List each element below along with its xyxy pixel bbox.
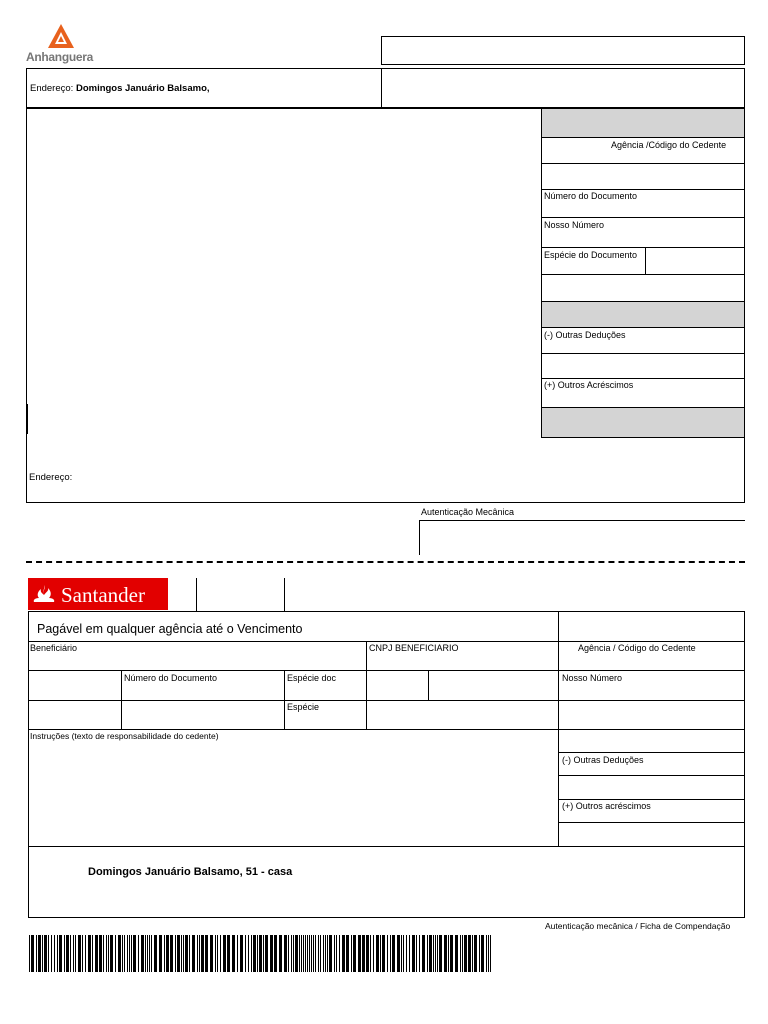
barcode-bar xyxy=(237,935,238,972)
barcode-bar xyxy=(422,935,425,972)
payer-address: Domingos Januário Balsamo, 51 - casa xyxy=(88,866,293,878)
top-doc-type-label: Espécie do Documento xyxy=(544,250,638,260)
barcode-bar xyxy=(215,935,216,972)
top-address-label: Endereço: xyxy=(30,83,74,94)
santander-bank-name: Santander xyxy=(61,583,145,607)
barcode-bar xyxy=(439,935,442,972)
barcode-bar xyxy=(433,935,434,972)
barcode-bar xyxy=(450,935,453,972)
barcode-bar xyxy=(95,935,98,972)
instructions-label: Instruções (texto de responsabilidade do cedente) xyxy=(30,731,219,741)
barcode-bar xyxy=(346,935,349,972)
barcode-bar xyxy=(59,935,62,972)
cnpj-label: CNPJ BENEFICIARIO xyxy=(369,643,459,653)
payable-label: Pagável em qualquer agência até o Vencimento xyxy=(37,622,303,636)
barcode-bar xyxy=(474,935,477,972)
barcode-bar xyxy=(133,935,136,972)
barcode-bar xyxy=(325,935,326,972)
barcode-bar xyxy=(159,935,162,972)
barcode-bar xyxy=(115,935,116,972)
kind-label: Espécie xyxy=(287,702,320,712)
top-header-box xyxy=(381,36,745,65)
barcode-bar xyxy=(220,935,221,972)
barcode-bar xyxy=(232,935,235,972)
top-right-header-box xyxy=(381,68,745,108)
barcode-bar xyxy=(315,935,316,972)
barcode-bar xyxy=(382,935,385,972)
barcode-bar xyxy=(462,935,463,972)
barcode-bar xyxy=(73,935,74,972)
bottom-other-additions-label: (+) Outros acréscimos xyxy=(562,801,651,811)
barcode-bar xyxy=(329,935,332,972)
top-address-box xyxy=(26,68,382,108)
barcode xyxy=(29,935,494,972)
barcode-bar xyxy=(444,935,447,972)
barcode-bar xyxy=(437,935,438,972)
barcode-bar xyxy=(409,935,410,972)
anhanguera-logo xyxy=(26,24,96,66)
barcode-bar xyxy=(376,935,379,972)
barcode-bar xyxy=(481,935,484,972)
barcode-bar xyxy=(313,935,314,972)
barcode-bar xyxy=(479,935,480,972)
barcode-bar xyxy=(366,935,369,972)
barcode-bar xyxy=(149,935,150,972)
barcode-bar xyxy=(103,935,104,972)
barcode-bar xyxy=(293,935,294,972)
barcode-bar xyxy=(245,935,246,972)
barcode-bar xyxy=(303,935,304,972)
barcode-bar xyxy=(106,935,107,972)
barcode-bar xyxy=(170,935,173,972)
barcode-bar xyxy=(353,935,356,972)
barcode-bar xyxy=(75,935,76,972)
barcode-bar xyxy=(251,935,252,972)
bottom-agency-code-label: Agência / Código do Cedente xyxy=(578,643,696,653)
barcode-bar xyxy=(392,935,395,972)
barcode-bar xyxy=(70,935,71,972)
barcode-bar xyxy=(259,935,262,972)
barcode-bar xyxy=(124,935,125,972)
barcode-bar xyxy=(151,935,152,972)
anhanguera-triangle-icon xyxy=(48,24,74,48)
barcode-bar xyxy=(154,935,157,972)
barcode-bar xyxy=(240,935,243,972)
barcode-bar xyxy=(189,935,190,972)
barcode-bar xyxy=(175,935,176,972)
barcode-bar xyxy=(370,935,371,972)
barcode-bar xyxy=(108,935,109,972)
barcode-bar xyxy=(42,935,43,972)
barcode-bar xyxy=(118,935,121,972)
barcode-bar xyxy=(265,935,268,972)
barcode-bar xyxy=(427,935,428,972)
barcode-bar xyxy=(301,935,302,972)
barcode-bar xyxy=(205,935,208,972)
barcode-bar xyxy=(373,935,374,972)
barcode-bar xyxy=(336,935,337,972)
barcode-bar xyxy=(183,935,184,972)
barcode-bar xyxy=(54,935,55,972)
barcode-bar xyxy=(401,935,402,972)
barcode-bar xyxy=(380,935,381,972)
barcode-bar xyxy=(455,935,458,972)
barcode-bar xyxy=(145,935,146,972)
footer-label: Autenticação mecânica / Ficha de Compendação xyxy=(545,921,731,931)
barcode-bar xyxy=(288,935,289,972)
top-address-value: Domingos Januário Balsamo, xyxy=(75,83,210,94)
beneficiary-label: Beneficiário xyxy=(30,643,78,653)
barcode-bar xyxy=(164,935,165,972)
barcode-bar xyxy=(141,935,144,972)
santander-flame-icon xyxy=(33,584,55,604)
barcode-bar xyxy=(291,935,292,972)
doc-kind-label: Espécie doc xyxy=(287,673,337,683)
barcode-bar xyxy=(38,935,41,972)
barcode-bar xyxy=(223,935,226,972)
barcode-bar xyxy=(397,935,400,972)
barcode-bar xyxy=(217,935,218,972)
barcode-bar xyxy=(257,935,258,972)
due-date-cell xyxy=(542,109,744,137)
barcode-bar xyxy=(197,935,198,972)
barcode-bar xyxy=(295,935,298,972)
barcode-bar xyxy=(274,935,277,972)
barcode-bar xyxy=(403,935,404,972)
barcode-bar xyxy=(468,935,471,972)
barcode-bar xyxy=(31,935,34,972)
barcode-bar xyxy=(390,935,391,972)
barcode-bar xyxy=(199,935,200,972)
anhanguera-logo-text: Anhanguera xyxy=(26,50,94,64)
barcode-bar xyxy=(201,935,204,972)
top-other-deductions-label: (-) Outras Deduções xyxy=(544,330,626,340)
bottom-other-deductions-label: (-) Outras Deduções xyxy=(562,755,644,765)
barcode-bar xyxy=(227,935,230,972)
barcode-bar xyxy=(406,935,407,972)
barcode-bar xyxy=(323,935,324,972)
charged-value-cell xyxy=(542,408,744,437)
barcode-bar xyxy=(339,935,340,972)
top-our-number-label: Nosso Número xyxy=(544,220,605,230)
barcode-bar xyxy=(488,935,489,972)
barcode-bar xyxy=(448,935,449,972)
barcode-bar xyxy=(51,935,52,972)
barcode-bar xyxy=(129,935,130,972)
barcode-bar xyxy=(185,935,188,972)
barcode-bar xyxy=(131,935,132,972)
barcode-bar xyxy=(334,935,335,972)
barcode-bar xyxy=(57,935,58,972)
barcode-bar xyxy=(284,935,287,972)
barcode-bar xyxy=(110,935,113,972)
top-doc-number-label: Número do Documento xyxy=(544,191,638,201)
barcode-bar xyxy=(318,935,319,972)
barcode-bar xyxy=(127,935,128,972)
barcode-bar xyxy=(99,935,102,972)
barcode-bar xyxy=(147,935,148,972)
barcode-bar xyxy=(435,935,436,972)
barcode-bar xyxy=(181,935,182,972)
barcode-bar xyxy=(253,935,256,972)
barcode-bar xyxy=(311,935,312,972)
barcode-bar xyxy=(490,935,491,972)
barcode-bar xyxy=(85,935,86,972)
barcode-bar xyxy=(44,935,47,972)
barcode-bar xyxy=(192,935,195,972)
barcode-bar xyxy=(177,935,180,972)
cut-line xyxy=(26,561,745,563)
top-bottom-address-label: Endereço: xyxy=(29,472,73,483)
barcode-bar xyxy=(429,935,432,972)
barcode-bar xyxy=(279,935,282,972)
barcode-bar xyxy=(64,935,65,972)
barcode-bar xyxy=(307,935,308,972)
bottom-our-number-label: Nosso Número xyxy=(562,673,623,683)
santander-logo xyxy=(28,578,168,610)
barcode-bar xyxy=(48,935,49,972)
barcode-bar xyxy=(412,935,415,972)
barcode-bar xyxy=(270,935,273,972)
barcode-bar xyxy=(419,935,420,972)
barcode-bar xyxy=(464,935,467,972)
barcode-bar xyxy=(309,935,310,972)
barcode-bar xyxy=(351,935,352,972)
barcode-bar xyxy=(342,935,345,972)
barcode-bar xyxy=(78,935,81,972)
barcode-bar xyxy=(36,935,37,972)
barcode-bar xyxy=(210,935,213,972)
barcode-bar xyxy=(472,935,473,972)
barcode-bar xyxy=(166,935,169,972)
barcode-bar xyxy=(299,935,300,972)
barcode-bar xyxy=(138,935,139,972)
top-other-additions-label: (+) Outros Acréscimos xyxy=(544,380,634,390)
barcode-bar xyxy=(305,935,306,972)
barcode-bar xyxy=(387,935,388,972)
barcode-bar xyxy=(92,935,93,972)
barcode-bar xyxy=(320,935,321,972)
barcode-bar xyxy=(358,935,361,972)
barcode-bar xyxy=(29,935,30,972)
barcode-bar xyxy=(327,935,328,972)
barcode-bar xyxy=(460,935,461,972)
barcode-bar xyxy=(263,935,264,972)
barcode-bar xyxy=(88,935,91,972)
barcode-bar xyxy=(82,935,83,972)
barcode-bar xyxy=(486,935,487,972)
mech-auth-label: Autenticação Mecânica xyxy=(421,507,515,517)
barcode-bar xyxy=(362,935,365,972)
bottom-doc-number-label: Número do Documento xyxy=(124,673,218,683)
document-value-cell xyxy=(542,302,744,327)
barcode-bar xyxy=(122,935,123,972)
barcode-bar xyxy=(416,935,417,972)
barcode-bar xyxy=(66,935,69,972)
top-agency-code-label: Agência /Código do Cedente xyxy=(611,140,727,150)
barcode-bar xyxy=(248,935,249,972)
